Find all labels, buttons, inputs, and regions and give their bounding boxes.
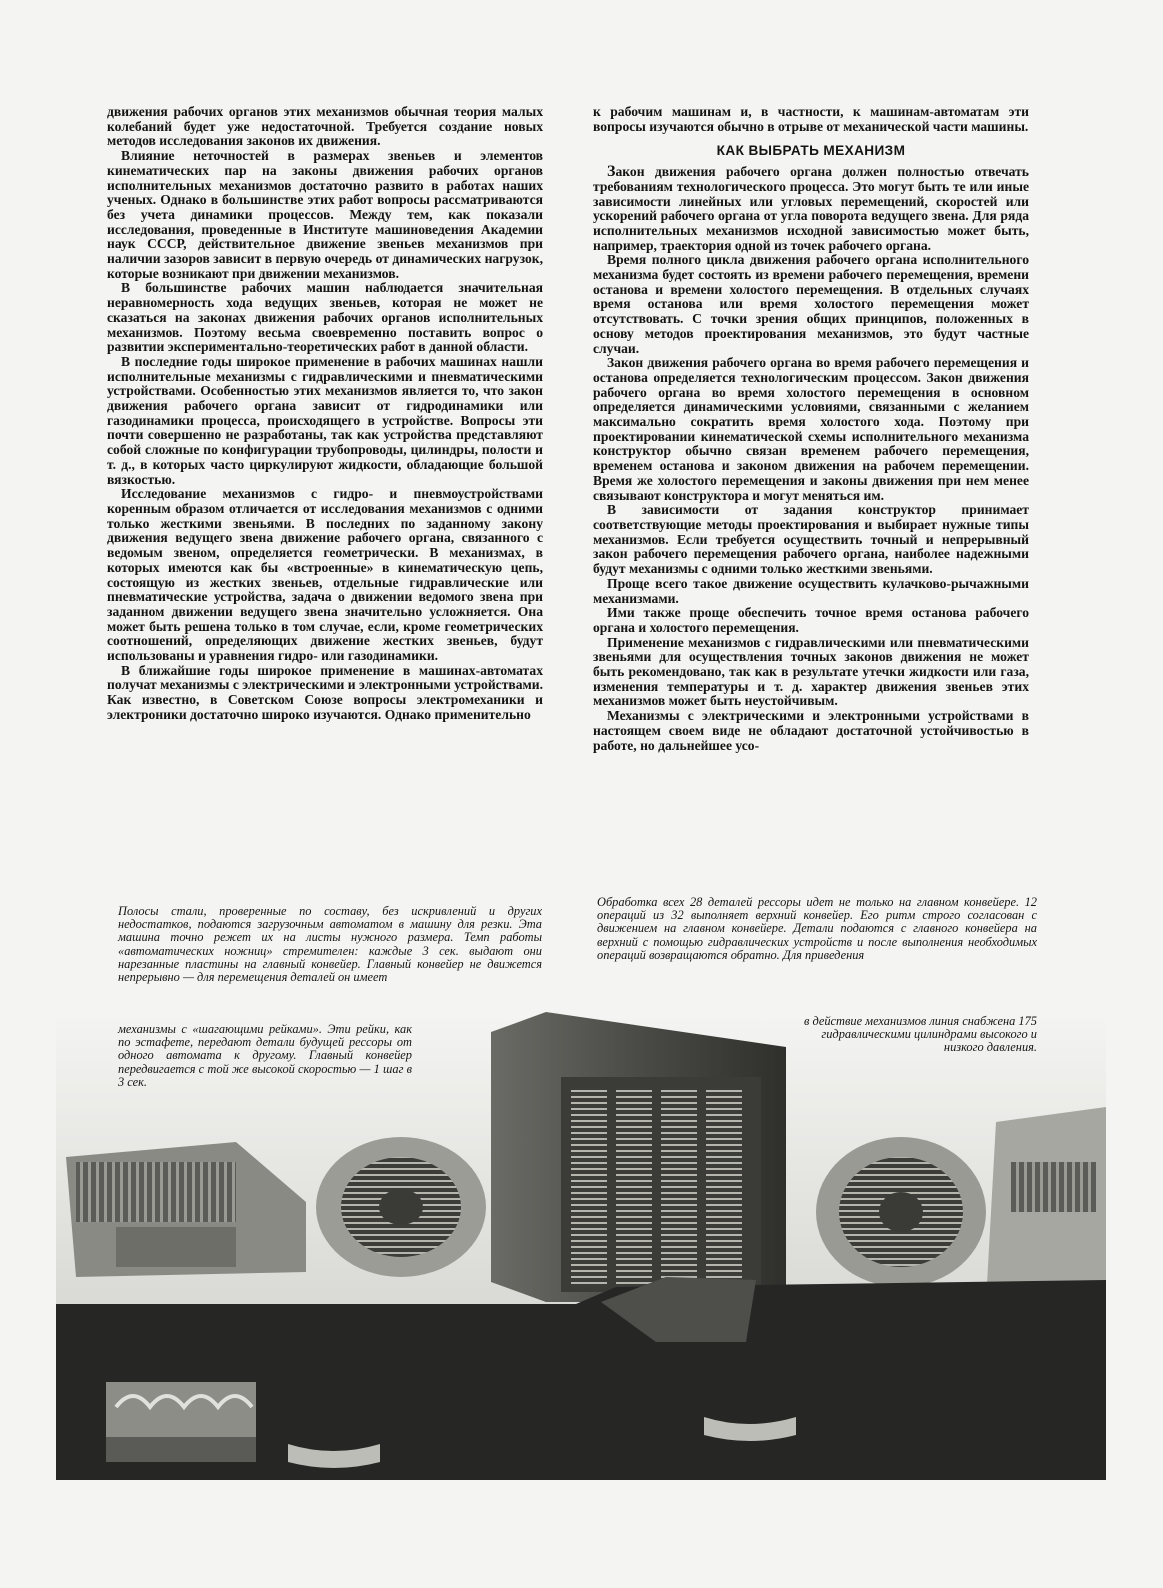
paragraph xyxy=(593,165,1029,253)
paragraph: В последние годы широкое применение в рабочих машинах нашли исполнительные механизмы с гидравлическими и пневматическими устройствами. Особенностью этих механизмов является то, что закон движения рабочего органа зависит от гидродинамики или газодинамики процесса, происходящего в устройстве. Вопросы эти почти совершенно не разработаны, так как устройства представляют собой сложные по конфигурации трубопроводы, цилиндры, полости и т. д., в которых часто циркулируют жидкости, обладающие большой вязкостью. xyxy=(107,353,543,487)
paragraph: Ими также проще обеспечить точное время останова рабочего органа и холостого перемещения. xyxy=(593,605,1029,635)
feeder-base xyxy=(116,1227,236,1267)
tower-rack xyxy=(661,1087,697,1287)
feeder-grille xyxy=(76,1162,236,1222)
right-text-column xyxy=(593,105,1029,753)
paragraph: Влияние неточностей в размерах звеньев и элементов кинематических пар на законы движения рабочих органов исполнительных механизмов достаточно развито в работах наших ученых. Однако в большинстве этих работ вопросы рассматриваются без учета динамики процессов. Между тем, как показали исследования, проведенные в Институте машиноведения Академии наук СССР, действительное движение звеньев механизмов при наличии зазоров зависит в первую очередь от динамических нагрузок, которые возникают при движении механизмов. xyxy=(107,148,543,281)
paragraph: Применение механизмов с гидравлическими или пневматическими звеньями для осуществления точных законов движения не может быть рекомендовано, так как в результате утечки жидкости или газа, изменения температуры и т. д. характер движения звеньев этих механизмов может быть неустойчивым. xyxy=(593,634,1029,709)
left-text-column xyxy=(107,105,543,723)
paragraph: Закон движения рабочего органа во время рабочего перемещения и останова определяется технологическим процессом. Закон движения рабочего органа во время холостого перемещения в основном определяется динамическими условиями, связанными с желанием максимально сократить время холостого хода. Поэтому при проектировании кинематической схемы исполнительного механизма конструктор обычно связан временем рабочего перемещения, временем останова и законом движения на рабочем перемещении. Время же холостого перемещения и законы движения при нем менее связывают конструктора и могут меняться им. xyxy=(593,355,1029,503)
heater-base xyxy=(106,1437,256,1462)
drum-left-hub xyxy=(379,1189,423,1225)
upper-conveyor-grille xyxy=(1011,1162,1096,1212)
photo-caption-right-continued: в действие механизмов линия снабжена 175 гидравлическими цилиндрами высокого и низкого давления. xyxy=(803,1014,1037,1055)
paragraph: Исследование механизмов с гидро- и пневмоустройствами коренным образом отличается от исследования механизмов с одними только жесткими звеньями. В последних по заданному закону движения ведущего звена движение рабочего органа, связанного с ведомым звеном, определяется геометрически. В механизмах, в которых имеются как бы «встроенные» в кинематическую цепь, состоящую из жестких звеньев, отдельные гидравлические или пневматические устройства, задача о движении ведомого звена при заданном движении ведущего звена значительно усложняется. Она может быть решена только в том случае, если, кроме геометрических соотношений, определяющих движение жестких звеньев, будут использованы и уравнения гидро- или газодинамики. xyxy=(107,486,543,664)
paragraph-text: акон движения рабочего органа должен полностью отвечать требованиям технологического процесса. Это могут быть те или иные зависимости линейных или угловых перемещений, скоростей или ускорений рабочего органа от угла поворота ведущего звена. Для ряда исполнительных механизмов исходной зависимостью может быть, например, траектория одной из точек рабочего органа. xyxy=(593,164,1029,253)
photo-caption-left-continued: механизмы с «шагающими рейками». Эти рейки, как по эстафете, передают детали будущей рессоры от одного автомата к другому. Главный конвейер передвигается с той же высокой скоростью — 1 шаг в 3 сек. xyxy=(118,1022,412,1089)
tower-rack xyxy=(706,1087,742,1287)
tower-rack xyxy=(571,1087,607,1287)
paragraph: движения рабочих органов этих механизмов обычная теория малых колебаний будет уже недостаточной. Требуется создание новых методов исследования законов их движения. xyxy=(107,104,543,149)
photo-caption-left: Полосы стали, проверенные по составу, без искривлений и других недостатков, подаются загрузочным автоматом в машину для резки. Эта машина точно режет их на листы нужного размера. Темп работы «автоматических ножниц» стремителен: каждые 3 сек. выдают они нарезанные пластины на главный конвейер. Главный конвейер не движется непрерывно — для перемещения деталей он имеет xyxy=(118,904,542,985)
paragraph: В ближайшие годы широкое применение в машинах-автоматах получат механизмы с электрическими и электронными устройствами. Как известно, в Советском Союзе вопросы электромеханики и электроники достаточно широко изучаются. Однако применительно xyxy=(107,662,543,722)
paragraph: Проще всего такое движение осуществить кулачково-рычажными механизмами. xyxy=(593,575,1029,606)
drum-right-hub xyxy=(879,1192,923,1232)
photo-caption-right: Обработка всех 28 деталей рессоры идет не только на главном конвейере. 12 операций из 32 выполняет верхний конвейер. Его ритм строго согласован с движением на главном конвейере. Детали подаются с главного конвейера на верхний с помощью гидравлических устройств и после выполнения необходимых операций возвращаются обратно. Для приведения xyxy=(597,895,1037,962)
paragraph: В большинстве рабочих машин наблюдается значительная неравномерность хода ведущих звеньев, которая не может не сказаться на законах движения рабочих органов исполнительных механизмов. Поэтому весьма своевременно поставить вопрос о развитии экспериментально-теоретических работ в данной области. xyxy=(107,280,543,355)
paragraph: Механизмы с электрическими и электронными устройствами в настоящем своем виде не обладают достаточной устойчивостью в работе, но дальнейшее усо- xyxy=(593,708,1029,753)
paragraph: к рабочим машинам и, в частности, к машинам-автоматам эти вопросы изучаются обычно в отрыве от механической части машины. xyxy=(593,104,1029,134)
paragraph: Время полного цикла движения рабочего органа исполнительного механизма будет состоять из времени рабочего перемещения, времени останова и времени холостого перемещения. В отдельных случаях время останова или время холостого перемещения может отсутствовать. С точки зрения общих принципов, положенных в основу методов проектирования механизмов, это будут частные случаи. xyxy=(593,252,1029,356)
heater-pods xyxy=(106,1382,256,1437)
section-heading: КАК ВЫБРАТЬ МЕХАНИЗМ xyxy=(716,143,906,159)
paragraph: В зависимости от задания конструктор принимает соответствующие методы проектирования и выбирает нужные типы механизмов. Если требуется осуществить точный и непрерывный закон рабочего перемещения рабочего органа, наиболее надежными будут механизмы с одними только жесткими звеньями. xyxy=(593,502,1029,577)
drop-cap: З xyxy=(607,163,616,181)
tower-rack xyxy=(616,1087,652,1287)
